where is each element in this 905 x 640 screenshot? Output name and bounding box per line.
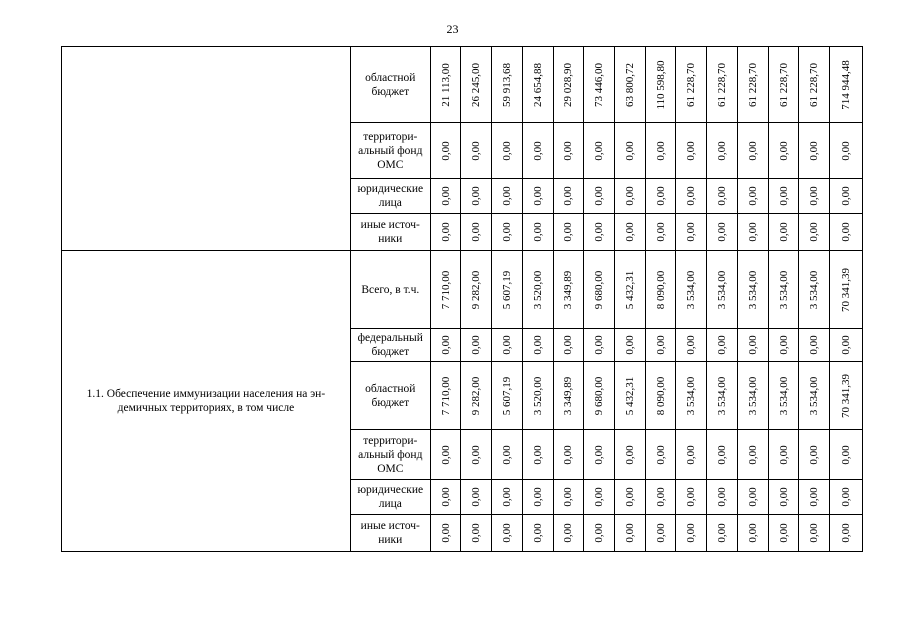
- value-text: 5 432,31: [623, 270, 636, 309]
- value-text: 3 534,00: [777, 376, 790, 415]
- value-cell: [737, 329, 768, 362]
- value-text: 0,00: [746, 186, 759, 206]
- value-text: 0,00: [840, 335, 853, 355]
- value-text: 0,00: [654, 523, 667, 543]
- value-text: 0,00: [593, 140, 606, 161]
- value-cell: [737, 362, 768, 430]
- value-cell: [584, 251, 615, 329]
- value-cell: [461, 329, 492, 362]
- value-text: 0,00: [531, 222, 544, 242]
- value-text: 0,00: [531, 186, 544, 206]
- value-text: 0,00: [777, 487, 790, 507]
- value-text: 0,00: [716, 222, 729, 242]
- value-text: 8 090,00: [654, 376, 667, 415]
- funding-source: иные источ-ники: [350, 214, 430, 251]
- value-text: 0,00: [501, 335, 514, 355]
- value-text: 0,00: [685, 487, 698, 507]
- value-cell: [768, 515, 799, 552]
- value-text: 9 680,00: [593, 376, 606, 415]
- value-text: 0,00: [623, 222, 636, 242]
- value-text: 0,00: [470, 335, 483, 355]
- value-text: 0,00: [777, 186, 790, 206]
- value-text: 3 534,00: [685, 376, 698, 415]
- activity-description: 1.1. Обеспечение иммунизации населения на эн-демичных территориях, в том числе: [62, 251, 351, 552]
- value-text: 0,00: [746, 335, 759, 355]
- value-cell: [522, 515, 553, 552]
- value-cell: [492, 251, 523, 329]
- value-text: 0,00: [501, 186, 514, 206]
- value-text: 9 282,00: [470, 270, 483, 309]
- value-cell: [430, 179, 461, 214]
- value-cell: [676, 47, 707, 123]
- value-text: 3 534,00: [808, 376, 821, 415]
- value-cell: [553, 47, 584, 123]
- value-text: 9 680,00: [593, 270, 606, 309]
- value-cell: [430, 123, 461, 179]
- value-cell: [553, 251, 584, 329]
- value-text: 0,00: [470, 222, 483, 242]
- value-cell: [799, 515, 830, 552]
- value-text: 73 446,00: [593, 62, 606, 107]
- value-text: 0,00: [593, 487, 606, 507]
- value-cell: [645, 251, 676, 329]
- value-cell: [768, 214, 799, 251]
- value-cell: [707, 47, 738, 123]
- value-cell: [799, 214, 830, 251]
- value-text: 0,00: [840, 444, 853, 465]
- value-text: 0,00: [746, 222, 759, 242]
- value-text: 26 245,00: [470, 62, 483, 107]
- value-cell: [676, 179, 707, 214]
- value-text: 0,00: [716, 335, 729, 355]
- funding-source: иные источ-ники: [350, 515, 430, 552]
- value-text: 0,00: [777, 140, 790, 161]
- value-cell: [430, 329, 461, 362]
- value-text: 3 534,00: [746, 376, 759, 415]
- value-text: 0,00: [808, 186, 821, 206]
- value-cell: [799, 251, 830, 329]
- value-cell: [676, 430, 707, 480]
- value-cell: [676, 214, 707, 251]
- value-text: 0,00: [654, 487, 667, 507]
- value-cell: [615, 329, 646, 362]
- value-text: 3 520,00: [531, 376, 544, 415]
- value-text: 0,00: [623, 523, 636, 543]
- value-text: 0,00: [531, 487, 544, 507]
- value-text: 29 028,90: [562, 62, 575, 107]
- value-cell: [737, 123, 768, 179]
- value-cell: [522, 123, 553, 179]
- value-cell: [492, 480, 523, 515]
- value-cell: [584, 123, 615, 179]
- value-cell: [522, 179, 553, 214]
- value-text: 0,00: [470, 186, 483, 206]
- value-cell: [768, 47, 799, 123]
- value-cell: [737, 47, 768, 123]
- value-cell: [430, 362, 461, 430]
- value-cell: [799, 47, 830, 123]
- value-text: 0,00: [777, 523, 790, 543]
- value-cell: [615, 47, 646, 123]
- value-text: 0,00: [623, 140, 636, 161]
- value-cell: [584, 329, 615, 362]
- value-cell: [676, 123, 707, 179]
- value-cell: [615, 123, 646, 179]
- value-cell: [553, 430, 584, 480]
- value-cell: [768, 179, 799, 214]
- value-cell: [799, 362, 830, 430]
- value-text: 0,00: [562, 444, 575, 465]
- value-cell: [430, 480, 461, 515]
- value-text: 0,00: [808, 222, 821, 242]
- value-text: 0,00: [531, 523, 544, 543]
- value-cell: [707, 515, 738, 552]
- value-text: 0,00: [716, 487, 729, 507]
- value-text: 0,00: [716, 186, 729, 206]
- value-cell: [645, 47, 676, 123]
- value-text: 0,00: [685, 222, 698, 242]
- value-cell: [737, 179, 768, 214]
- value-cell: [737, 480, 768, 515]
- value-text: 0,00: [531, 335, 544, 355]
- funding-source: юридические лица: [350, 480, 430, 515]
- value-cell: [830, 329, 863, 362]
- value-cell: [584, 47, 615, 123]
- value-text: 0,00: [562, 487, 575, 507]
- value-text: 3 534,00: [716, 376, 729, 415]
- value-cell: [584, 179, 615, 214]
- value-cell: [553, 515, 584, 552]
- value-text: 0,00: [562, 140, 575, 161]
- value-cell: [553, 179, 584, 214]
- value-text: 3 520,00: [531, 270, 544, 309]
- value-text: 0,00: [531, 444, 544, 465]
- value-cell: [615, 179, 646, 214]
- value-cell: [553, 480, 584, 515]
- value-text: 3 534,00: [685, 270, 698, 309]
- value-cell: [676, 362, 707, 430]
- page-number: 23: [446, 22, 459, 36]
- value-cell: [645, 329, 676, 362]
- value-text: 0,00: [501, 444, 514, 465]
- value-cell: [492, 179, 523, 214]
- value-cell: [676, 515, 707, 552]
- value-cell: [461, 251, 492, 329]
- value-cell: [768, 123, 799, 179]
- funding-source: федеральный бюджет: [350, 329, 430, 362]
- value-text: 0,00: [840, 523, 853, 543]
- value-cell: [707, 123, 738, 179]
- value-cell: [615, 515, 646, 552]
- value-text: 70 341,39: [840, 267, 853, 312]
- value-cell: [799, 329, 830, 362]
- value-cell: [522, 430, 553, 480]
- value-cell: [461, 430, 492, 480]
- value-text: 0,00: [562, 335, 575, 355]
- value-text: 0,00: [501, 523, 514, 543]
- value-text: 0,00: [439, 222, 452, 242]
- value-text: 0,00: [501, 222, 514, 242]
- value-cell: [553, 329, 584, 362]
- value-cell: [461, 47, 492, 123]
- value-text: 0,00: [470, 523, 483, 543]
- value-cell: [461, 515, 492, 552]
- value-cell: [768, 430, 799, 480]
- value-cell: [553, 214, 584, 251]
- value-text: 0,00: [716, 444, 729, 465]
- value-text: 0,00: [808, 140, 821, 161]
- value-cell: [676, 329, 707, 362]
- value-text: 61 228,70: [746, 62, 759, 107]
- value-cell: [492, 362, 523, 430]
- value-cell: [584, 515, 615, 552]
- value-cell: [645, 480, 676, 515]
- value-text: 0,00: [746, 523, 759, 543]
- value-cell: [522, 251, 553, 329]
- value-text: 0,00: [685, 335, 698, 355]
- value-text: 0,00: [439, 186, 452, 206]
- value-cell: [553, 362, 584, 430]
- value-text: 0,00: [654, 222, 667, 242]
- value-cell: [737, 515, 768, 552]
- value-cell: [830, 123, 863, 179]
- value-text: 61 228,70: [808, 62, 821, 107]
- value-cell: [430, 251, 461, 329]
- value-text: 0,00: [439, 444, 452, 465]
- value-cell: [645, 362, 676, 430]
- value-text: 0,00: [840, 222, 853, 242]
- value-cell: [830, 214, 863, 251]
- value-text: 0,00: [470, 487, 483, 507]
- value-text: 0,00: [840, 140, 853, 161]
- value-text: 0,00: [808, 444, 821, 465]
- value-text: 0,00: [654, 335, 667, 355]
- value-text: 0,00: [470, 140, 483, 161]
- value-text: 0,00: [746, 444, 759, 465]
- value-cell: [830, 362, 863, 430]
- value-text: 7 710,00: [439, 376, 452, 415]
- value-cell: [799, 430, 830, 480]
- value-text: 0,00: [623, 444, 636, 465]
- value-cell: [430, 47, 461, 123]
- value-text: 8 090,00: [654, 270, 667, 309]
- value-cell: [768, 329, 799, 362]
- value-cell: [584, 214, 615, 251]
- value-text: 0,00: [840, 487, 853, 507]
- value-cell: [707, 329, 738, 362]
- value-text: 0,00: [777, 335, 790, 355]
- table-row: [62, 251, 863, 329]
- funding-source: областной бюджет: [350, 47, 430, 123]
- value-text: 0,00: [808, 523, 821, 543]
- value-text: 61 228,70: [777, 62, 790, 107]
- value-cell: [830, 480, 863, 515]
- value-cell: [830, 47, 863, 123]
- value-cell: [492, 47, 523, 123]
- value-text: 0,00: [593, 444, 606, 465]
- value-text: 0,00: [746, 487, 759, 507]
- value-text: 3 349,89: [562, 270, 575, 309]
- value-text: 0,00: [716, 523, 729, 543]
- value-text: 0,00: [777, 222, 790, 242]
- value-cell: [707, 430, 738, 480]
- value-text: 0,00: [439, 335, 452, 355]
- value-cell: [492, 515, 523, 552]
- value-text: 0,00: [746, 140, 759, 161]
- activity-description: [62, 47, 351, 251]
- funding-source: областной бюджет: [350, 362, 430, 430]
- funding-source: юридические лица: [350, 179, 430, 214]
- value-text: 0,00: [716, 140, 729, 161]
- value-text: 0,00: [562, 186, 575, 206]
- value-cell: [830, 430, 863, 480]
- value-cell: [461, 214, 492, 251]
- value-cell: [707, 251, 738, 329]
- value-cell: [645, 123, 676, 179]
- value-text: 714 944,48: [840, 59, 853, 110]
- value-text: 5 607,19: [501, 270, 514, 309]
- value-text: 0,00: [593, 186, 606, 206]
- value-cell: [522, 329, 553, 362]
- value-cell: [615, 480, 646, 515]
- value-cell: [522, 480, 553, 515]
- value-text: 0,00: [777, 444, 790, 465]
- value-text: 110 598,80: [654, 59, 667, 110]
- value-cell: [584, 480, 615, 515]
- value-cell: [676, 251, 707, 329]
- value-cell: [461, 179, 492, 214]
- value-text: 0,00: [654, 444, 667, 465]
- value-cell: [799, 123, 830, 179]
- value-text: 0,00: [501, 140, 514, 161]
- value-cell: [768, 480, 799, 515]
- value-text: 5 607,19: [501, 376, 514, 415]
- value-cell: [492, 214, 523, 251]
- value-cell: [645, 179, 676, 214]
- value-cell: [522, 214, 553, 251]
- value-cell: [768, 251, 799, 329]
- value-cell: [676, 480, 707, 515]
- value-text: 3 534,00: [777, 270, 790, 309]
- value-text: 0,00: [593, 335, 606, 355]
- table-row: [62, 47, 863, 123]
- value-text: 0,00: [623, 487, 636, 507]
- value-text: 7 710,00: [439, 270, 452, 309]
- value-cell: [430, 214, 461, 251]
- value-text: 0,00: [685, 444, 698, 465]
- value-cell: [707, 480, 738, 515]
- value-text: 0,00: [685, 186, 698, 206]
- value-cell: [522, 362, 553, 430]
- value-cell: [584, 430, 615, 480]
- value-text: 0,00: [685, 140, 698, 161]
- value-cell: [461, 123, 492, 179]
- value-text: 0,00: [531, 140, 544, 161]
- budget-table: [61, 46, 863, 552]
- value-text: 61 228,70: [685, 62, 698, 107]
- funding-source: Всего, в т.ч.: [350, 251, 430, 329]
- value-text: 0,00: [654, 140, 667, 161]
- value-text: 3 534,00: [746, 270, 759, 309]
- value-cell: [830, 179, 863, 214]
- value-cell: [645, 430, 676, 480]
- value-cell: [553, 123, 584, 179]
- value-text: 24 654,88: [531, 62, 544, 107]
- value-cell: [799, 480, 830, 515]
- value-cell: [645, 515, 676, 552]
- value-text: 0,00: [593, 523, 606, 543]
- value-cell: [492, 329, 523, 362]
- value-text: 3 349,89: [562, 376, 575, 415]
- value-text: 59 913,68: [501, 62, 514, 107]
- value-text: 0,00: [501, 487, 514, 507]
- value-text: 0,00: [439, 487, 452, 507]
- value-cell: [430, 430, 461, 480]
- value-cell: [615, 362, 646, 430]
- value-cell: [461, 480, 492, 515]
- value-text: 0,00: [562, 523, 575, 543]
- value-text: 0,00: [470, 444, 483, 465]
- funding-source: территори-альный фонд ОМС: [350, 123, 430, 179]
- value-cell: [461, 362, 492, 430]
- value-text: 0,00: [808, 487, 821, 507]
- value-cell: [584, 362, 615, 430]
- value-text: 63 800,72: [623, 62, 636, 107]
- value-text: 3 534,00: [808, 270, 821, 309]
- value-text: 0,00: [593, 222, 606, 242]
- value-cell: [615, 251, 646, 329]
- value-cell: [707, 214, 738, 251]
- value-cell: [430, 515, 461, 552]
- value-text: 0,00: [623, 186, 636, 206]
- value-text: 0,00: [685, 523, 698, 543]
- value-cell: [830, 515, 863, 552]
- value-text: 21 113,00: [439, 62, 452, 107]
- value-text: 0,00: [623, 335, 636, 355]
- value-cell: [492, 430, 523, 480]
- value-cell: [768, 362, 799, 430]
- value-cell: [799, 179, 830, 214]
- value-cell: [737, 214, 768, 251]
- value-cell: [737, 430, 768, 480]
- value-cell: [645, 214, 676, 251]
- value-text: 0,00: [840, 186, 853, 206]
- value-cell: [707, 362, 738, 430]
- value-cell: [830, 251, 863, 329]
- value-text: 0,00: [562, 222, 575, 242]
- value-text: 0,00: [439, 140, 452, 161]
- value-cell: [615, 430, 646, 480]
- funding-source: территори-альный фонд ОМС: [350, 430, 430, 480]
- value-text: 5 432,31: [623, 376, 636, 415]
- value-cell: [492, 123, 523, 179]
- value-cell: [737, 251, 768, 329]
- value-text: 0,00: [808, 335, 821, 355]
- value-cell: [707, 179, 738, 214]
- value-cell: [615, 214, 646, 251]
- value-text: 0,00: [654, 186, 667, 206]
- value-text: 3 534,00: [716, 270, 729, 309]
- value-text: 70 341,39: [840, 373, 853, 418]
- value-text: 0,00: [439, 523, 452, 543]
- value-cell: [522, 47, 553, 123]
- value-text: 61 228,70: [716, 62, 729, 107]
- value-text: 9 282,00: [470, 376, 483, 415]
